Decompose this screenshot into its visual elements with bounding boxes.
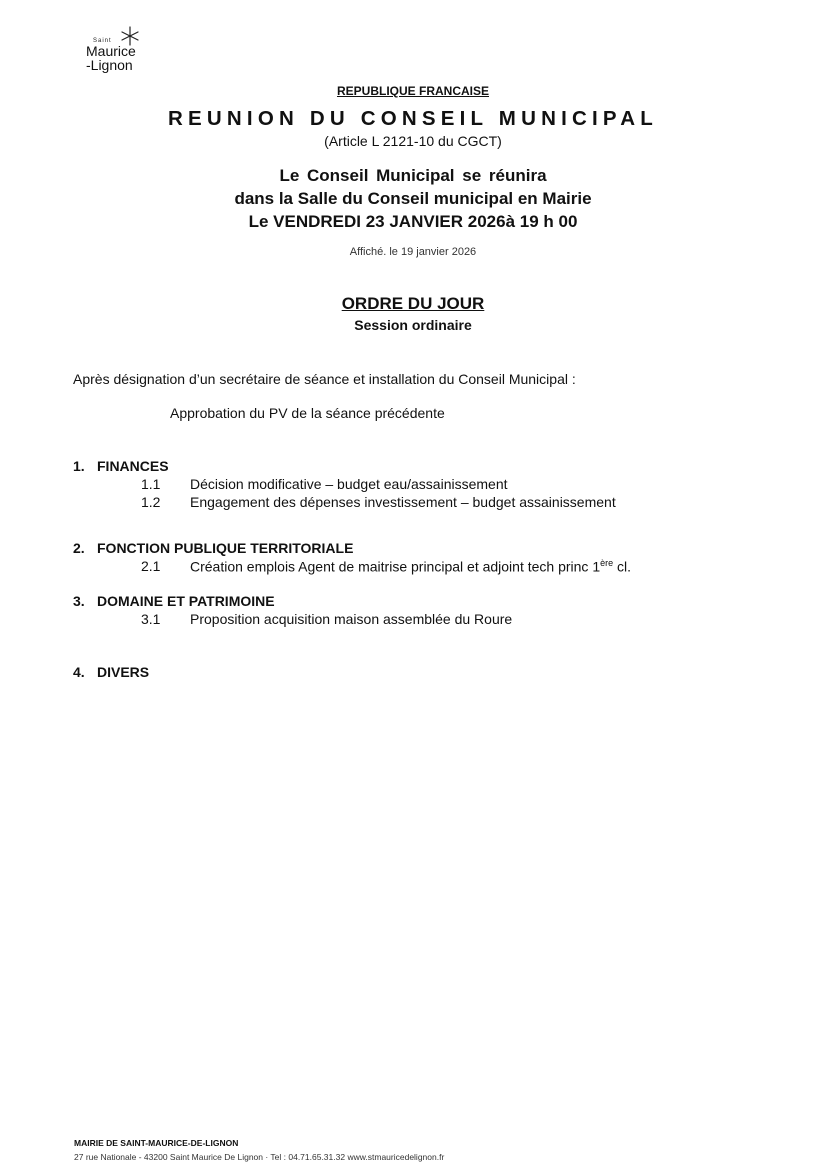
footer-title: MAIRIE DE SAINT-MAURICE-DE-LIGNON [74,1138,239,1148]
logo-line-1: Maurice [86,43,136,59]
item-label-superscript: ère [600,558,614,568]
section-label: FINANCES [97,458,169,474]
item-label [190,558,631,575]
meeting-date-line: Le VENDREDI 23 JANVIER 2026à 19 h 00 [248,212,578,231]
section-number: 2. [73,540,85,556]
item-label-text: Création emplois Agent de maitrise principal et adjoint tech princ 1 [190,558,601,575]
item-number: 3.1 [141,611,161,627]
meeting-line-2: dans la Salle du Conseil municipal en Mairie [234,189,592,208]
posted-date: Affiché. le 19 janvier 2026 [349,246,477,258]
article-reference: (Article L 2121-10 du CGCT) [324,133,502,149]
item-label: Engagement des dépenses investissement – budget assainissement [190,494,616,510]
section-label: FONCTION PUBLIQUE TERRITORIALE [97,540,354,556]
logo-small-text: Saint [93,38,112,44]
intro-text: Après désignation d’un secrétaire de séance et installation du Conseil Municipal : [73,371,576,387]
footer-address: 27 rue Nationale - 43200 Saint Maurice De Lignon · Tel : 04.71.65.31.32 www.stmauricedelignon.fr [74,1152,445,1162]
item-label: Décision modificative – budget eau/assainissement [190,476,508,492]
item-label: Proposition acquisition maison assemblée du Roure [190,611,513,627]
agenda-title: ORDRE DU JOUR [341,294,485,313]
approval-text: Approbation du PV de la séance précédente [170,405,445,421]
municipal-logo [84,26,154,74]
logo-line-2: -Lignon [86,57,133,73]
agenda-subtitle: Session ordinaire [354,317,472,333]
section-number: 1. [73,458,85,474]
section-number: 3. [73,593,85,609]
document-title: REUNION DU CONSEIL MUNICIPAL [168,107,658,130]
meeting-line-1: Le Conseil Municipal se réunira [279,166,547,185]
section-label: DOMAINE ET PATRIMOINE [97,593,275,609]
item-number: 1.2 [141,494,161,510]
item-label-suffix: cl. [613,558,632,575]
item-number: 2.1 [141,558,161,574]
item-number: 1.1 [141,476,161,492]
republic-heading: REPUBLIQUE FRANCAISE [336,84,489,98]
section-number: 4. [73,664,85,680]
section-label: DIVERS [97,664,150,680]
